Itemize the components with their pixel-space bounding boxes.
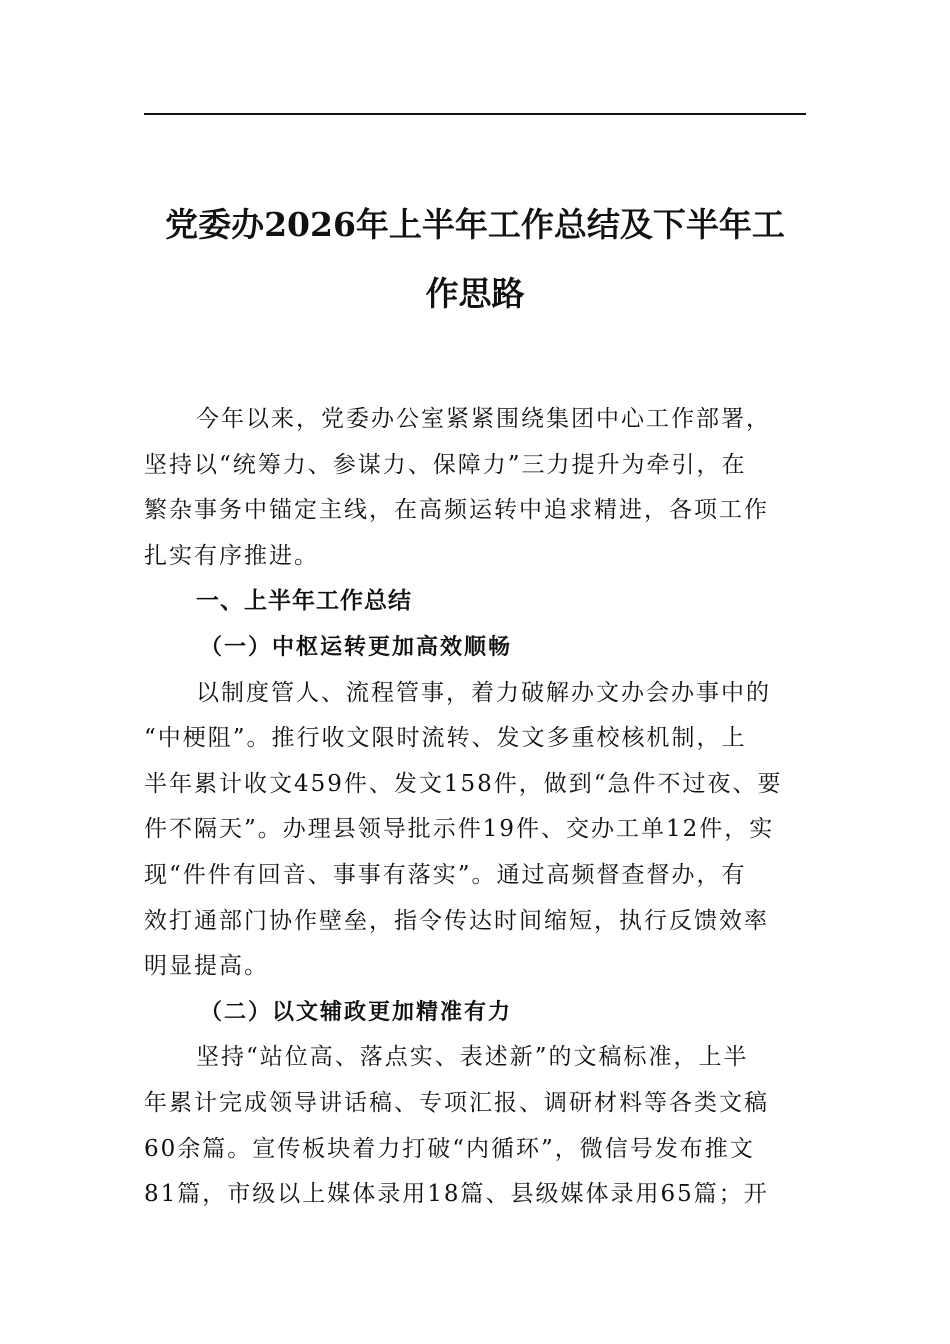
subsection-2-paragraph (144, 1035, 806, 1217)
subsection-heading-2: （二）以文辅政更加精准有力 (200, 998, 513, 1025)
document-body (144, 397, 806, 1218)
text-line: 以制度管人、流程管事，着力破解办文办会办事中的 (196, 679, 771, 706)
text-line: 半年累计收文459件、发文158件，做到“急件不过夜、要 (144, 770, 783, 797)
text-line: 件不隔天”。办理县领导批示件19件、交办工单12件，实 (144, 816, 775, 843)
text-line: 效打通部门协作壁垒，指令传达时间缩短，执行反馈效率 (144, 907, 769, 934)
document-title (144, 190, 806, 328)
intro-paragraph (144, 397, 806, 579)
text-line: 明显提高。 (144, 953, 269, 980)
section-heading-1: 一、上半年工作总结 (196, 588, 412, 615)
text-line: 现“件件有回音、事事有落实”。通过高频督查督办，有 (144, 861, 747, 888)
header-rule (144, 113, 806, 115)
text-line: 坚持以“统筹力、参谋力、保障力”三力提升为牵引，在 (144, 451, 747, 478)
text-line: “中梗阻”。推行收文限时流转、发文多重校核机制，上 (144, 725, 747, 752)
title-line-1: 党委办2026年上半年工作总结及下半年工 (165, 205, 785, 244)
text-line: 年累计完成领导讲话稿、专项汇报、调研材料等各类文稿 (144, 1089, 769, 1116)
title-line-2: 作思路 (425, 274, 525, 313)
text-line: 今年以来，党委办公室紧紧围绕集团中心工作部署， (196, 406, 771, 432)
subsection-1-paragraph (144, 671, 806, 990)
text-line: 繁杂事务中锚定主线，在高频运转中追求精进，各项工作 (144, 497, 769, 524)
text-line: 扎实有序推进。 (144, 542, 319, 569)
text-line: 60余篇。宣传板块着力打破“内循环”，微信号发布推文 (144, 1135, 755, 1162)
subsection-heading-1: （一）中枢运转更加高效顺畅 (200, 633, 513, 660)
text-line: 坚持“站位高、落点实、表述新”的文稿标准，上半 (196, 1044, 749, 1071)
text-line: 81篇，市级以上媒体录用18篇、县级媒体录用65篇；开 (144, 1181, 769, 1208)
